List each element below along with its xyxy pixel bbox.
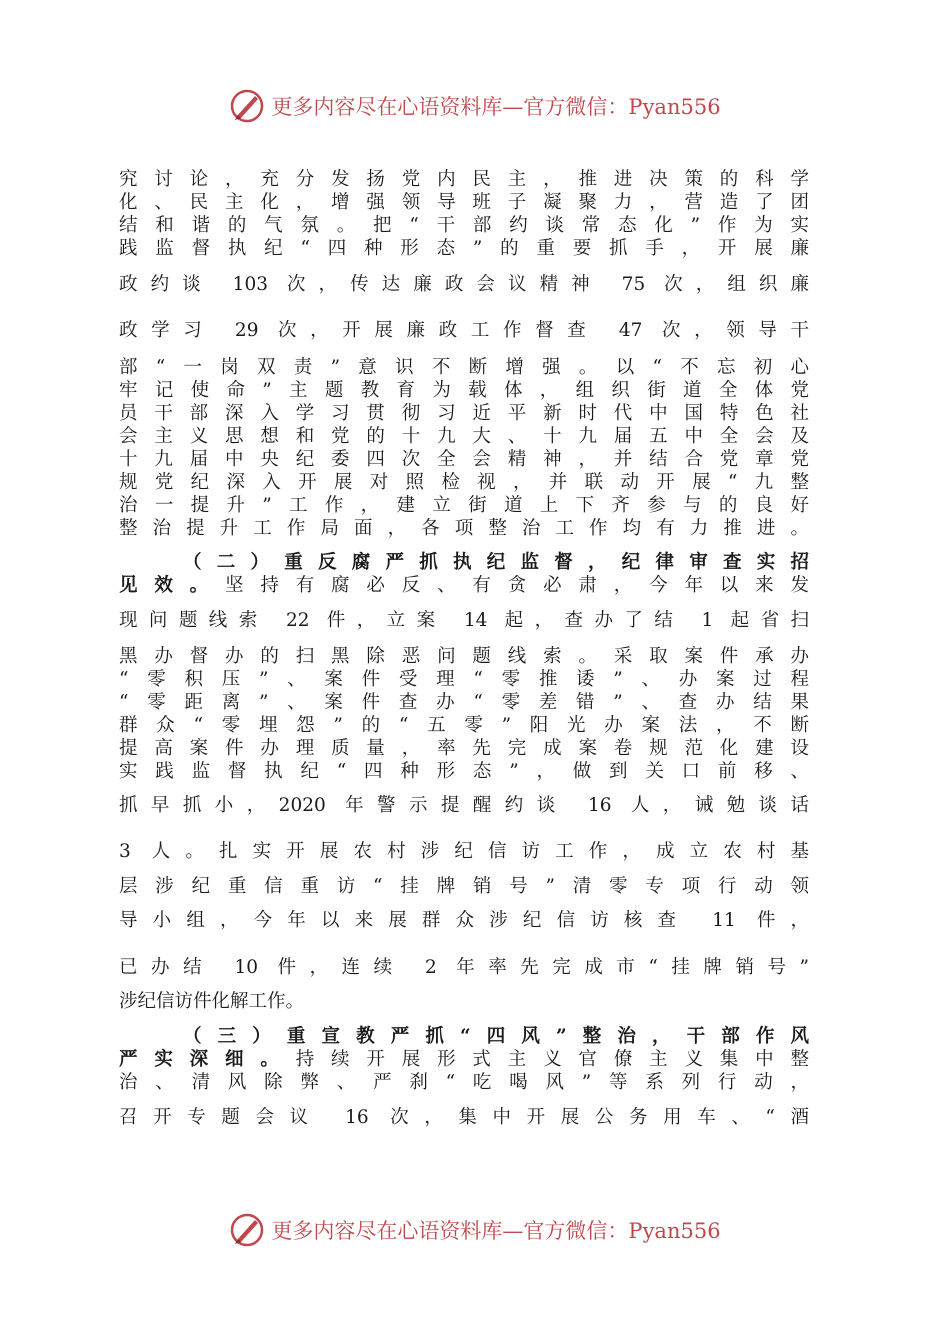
text-line: 治、清风除弊、严刹“吃喝风”等系列行动， [119,1072,809,1093]
watermark-footer [0,1210,950,1250]
watermark-header [0,86,950,126]
text-line: 导小组，今年以来展群众涉纪信访核查 11 件， [119,910,809,931]
pen-logo-icon [229,88,265,124]
text-line: 政约谈 103 次，传达廉政会议精神 75 次，组织廉 [119,274,809,295]
text-line: 实践监督执纪“四种形态”，做到关口前移、 [119,761,809,782]
text-line: 3 人。扎实开展农村涉纪信访工作，成立农村基 [119,841,809,862]
text-line: 抓早抓小，2020 年警示提醒约谈 16 人，诫勉谈话 [119,795,809,816]
text-line: 提高案件办理质量，率先完成案卷规范化建设 [119,738,809,759]
text-line: 员干部深入学习贯彻习近平新时代中国特色社 [119,403,809,424]
text-line: 整治提升工作局面，各项整治工作均有力推进。 [119,518,809,539]
text-line: 涉纪信访件化解工作。 [119,991,305,1012]
text-line: （三）重宣教严抓“四风”整治，干部作风 [183,1026,809,1047]
text-line: 牢记使命”主题教育为载体，组织街道全体党 [119,380,809,401]
text-line: （二）重反腐严抓执纪监督，纪律审查实招 [183,552,809,573]
bold-lead: 严实深细。 [119,1049,296,1070]
text-line: 十九届中央纪委四次全会精神，并结合党章党 [119,449,809,470]
text-line: 治一提升”工作，建立街道上下齐参与的良好 [119,495,809,516]
text-line: 政学习 29 次，开展廉政工作督查 47 次，领导干 [119,320,809,341]
pen-logo-icon [229,1212,265,1248]
text-line: 层涉纪重信重访“挂牌销号”清零专项行动领 [119,876,809,897]
text-line: 黑办督办的扫黑除恶问题线索。采取案件承办 [119,646,809,667]
text-line: 部“一岗双责”意识不断增强。以“不忘初心 [119,357,809,378]
text-line [119,574,809,598]
watermark-text: 更多内容尽在心语资料库—官方微信：Pyan556 [271,1219,721,1243]
text-line: “零距离”、案件查办“零差错”、查办结果 [119,692,809,713]
text-line: 究讨论，充分发扬党内民主，推进决策的科学 [119,169,809,190]
text-line: “零积压”、案件受理“零推诿”、办案过程 [119,669,809,690]
text-line: 践监督执纪“四种形态”的重要抓手，开展廉 [119,238,809,259]
bold-lead: 见效。 [119,575,226,596]
text-line: 结和谐的气氛。把“干部约谈常态化”作为实 [119,215,809,236]
text-line: 现问题线索 22 件，立案 14 起，查办了结 1 起省扫 [119,610,809,631]
line-text: 持续开展形式主义官僚主义集中整 [295,1049,809,1070]
text-line: 化、民主化，增强领导班子凝聚力，营造了团 [119,192,809,213]
text-line: 已办结 10 件，连续 2 年率先完成市“挂牌销号” [119,957,809,978]
watermark-text: 更多内容尽在心语资料库—官方微信：Pyan556 [271,95,721,119]
text-line: 规党纪深入开展对照检视，并联动开展“九整 [119,472,809,493]
text-line: 群众“零埋怨”的“五零”阳光办案法，不断 [119,715,809,736]
line-text: 坚持有腐必反、有贪必肃，今年以来发 [225,575,809,596]
text-line [119,1048,809,1072]
text-line: 会主义思想和党的十九大、十九届五中全会及 [119,426,809,447]
text-line: 召开专题会议 16 次，集中开展公务用车、“酒 [119,1107,809,1128]
